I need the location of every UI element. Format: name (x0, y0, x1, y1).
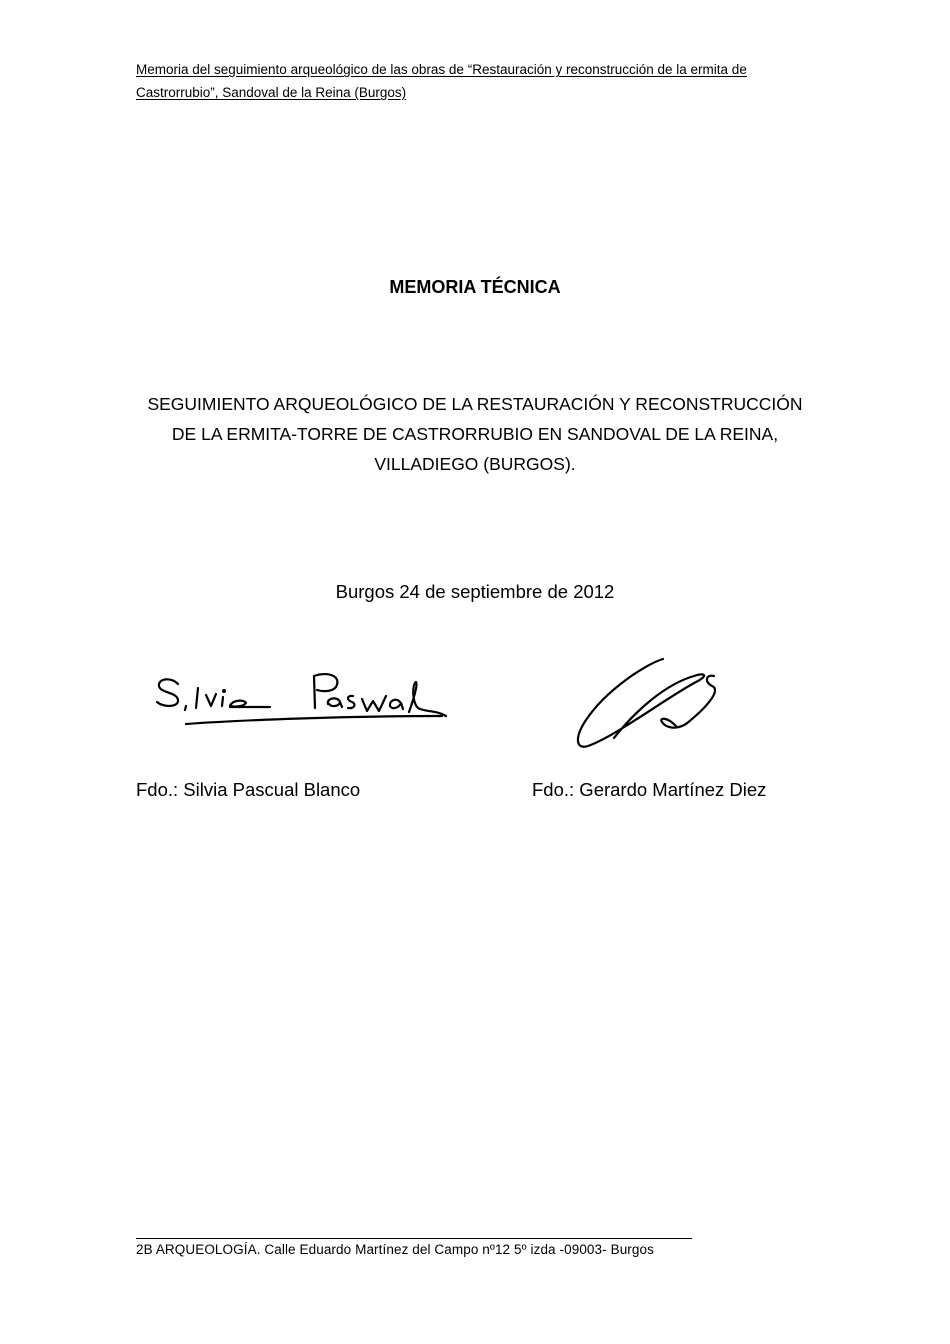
header-line-2: Castrorrubio”, Sandoval de la Reina (Burgos) (136, 85, 407, 100)
subject-line-1: SEGUIMIENTO ARQUEOLÓGICO DE LA RESTAURACIÓN Y RECONSTRUCCIÓN (147, 394, 803, 414)
subject-line-3: VILLADIEGO (BURGOS). (374, 454, 576, 474)
document-subject (120, 389, 830, 479)
subject-line-2: DE LA ERMITA-TORRE DE CASTRORRUBIO EN SANDOVAL DE LA REINA, (171, 424, 779, 444)
running-header (136, 58, 816, 104)
footer-divider (136, 1238, 692, 1239)
signer-right-name: Fdo.: Gerardo Martínez Diez (532, 779, 767, 800)
place-and-date: Burgos 24 de septiembre de 2012 (335, 581, 615, 602)
signature-silvia-pascual (150, 662, 455, 732)
document-title: MEMORIA TÉCNICA (389, 277, 561, 297)
signature-gerardo-martinez (566, 650, 726, 755)
signer-left-name: Fdo.: Silvia Pascual Blanco (136, 779, 361, 800)
header-line-1: Memoria del seguimiento arqueológico de las obras de “Restauración y reconstrucción de la ermita de (136, 62, 747, 77)
page-footer: 2B ARQUEOLOGÍA. Calle Eduardo Martínez del Campo nº12 5º izda -09003- Burgos (136, 1242, 654, 1257)
